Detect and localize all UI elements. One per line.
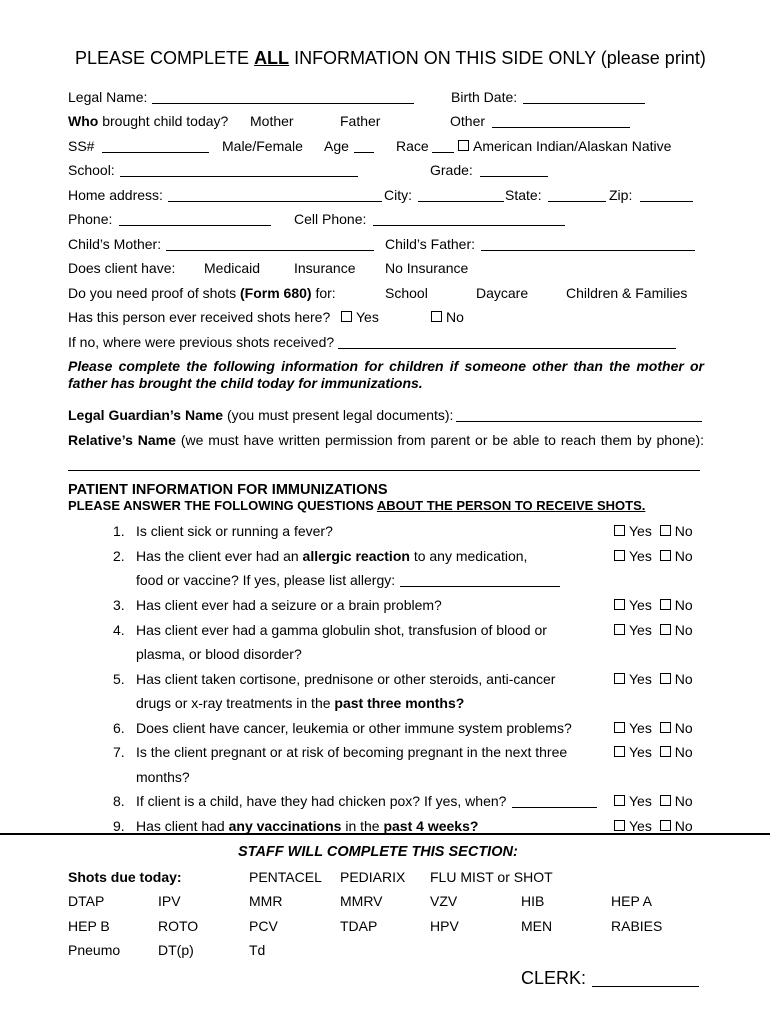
question-1: Is client sick or running a fever? xyxy=(136,523,333,539)
shot-tdap[interactable]: TDAP xyxy=(340,918,378,934)
received-here-label: Has this person ever received shots here? xyxy=(68,309,331,325)
question-8-number: 8. xyxy=(113,793,125,809)
chicken-pox-when-field[interactable] xyxy=(512,795,597,808)
legal-name-field[interactable] xyxy=(152,91,414,104)
checkbox-icon[interactable] xyxy=(458,140,469,151)
cell-phone-field[interactable] xyxy=(373,213,565,226)
mother-option[interactable]: Mother xyxy=(250,113,294,129)
checkbox-icon[interactable] xyxy=(614,722,625,733)
other-field[interactable] xyxy=(492,115,630,128)
legal-name-label: Legal Name: xyxy=(68,89,148,105)
question-5-answer[interactable]: Yes No xyxy=(614,671,693,687)
state-field[interactable] xyxy=(548,189,606,202)
shot-dtap[interactable]: DTAP xyxy=(68,893,105,909)
question-4: Has client ever had a gamma globulin shot, transfusion of blood or xyxy=(136,622,547,638)
checkbox-icon[interactable] xyxy=(614,550,625,561)
age-field[interactable] xyxy=(354,140,374,153)
checkbox-icon[interactable] xyxy=(660,722,671,733)
american-indian-option[interactable]: American Indian/Alaskan Native xyxy=(458,138,671,154)
no-insurance-option[interactable]: No Insurance xyxy=(385,260,469,276)
question-7-answer[interactable]: Yes No xyxy=(614,744,693,760)
checkbox-icon[interactable] xyxy=(614,820,625,831)
medicaid-option[interactable]: Medicaid xyxy=(204,260,261,276)
shot-pentacel[interactable]: PENTACEL xyxy=(249,869,322,885)
checkbox-icon[interactable] xyxy=(614,599,625,610)
question-2: Has the client ever had an allergic reaction to any medication, xyxy=(136,548,528,564)
question-9-number: 9. xyxy=(113,818,125,834)
shot-hepb[interactable]: HEP B xyxy=(68,918,110,934)
shot-roto[interactable]: ROTO xyxy=(158,918,199,934)
shot-men[interactable]: MEN xyxy=(521,918,553,934)
legal-guardian-label: Legal Guardian’s Name (you must present legal documents): xyxy=(68,407,454,423)
checkbox-icon[interactable] xyxy=(660,746,671,757)
phone-field[interactable] xyxy=(119,213,271,226)
checkbox-icon[interactable] xyxy=(614,746,625,757)
birth-date-field[interactable] xyxy=(523,91,645,104)
checkbox-icon[interactable] xyxy=(660,525,671,536)
checkbox-icon[interactable] xyxy=(614,525,625,536)
other-option[interactable]: Other xyxy=(450,113,486,129)
checkbox-icon[interactable] xyxy=(660,820,671,831)
section-divider xyxy=(0,833,770,835)
shot-mmrv[interactable]: MMRV xyxy=(340,893,383,909)
ss-field[interactable] xyxy=(102,140,209,153)
proof-daycare-option[interactable]: Daycare xyxy=(476,285,529,301)
male-female-option[interactable]: Male/Female xyxy=(222,138,303,154)
shot-mmr[interactable]: MMR xyxy=(249,893,283,909)
shot-rabies[interactable]: RABIES xyxy=(611,918,663,934)
shot-vzv[interactable]: VZV xyxy=(430,893,458,909)
checkbox-icon[interactable] xyxy=(341,311,352,322)
question-6: Does client have cancer, leukemia or other immune system problems? xyxy=(136,720,572,736)
relative-label: Relative’s Name (we must have written permission from parent or be able to reach them by phone): xyxy=(68,432,704,448)
previous-shots-label: If no, where were previous shots received? xyxy=(68,334,335,350)
question-3: Has client ever had a seizure or a brain problem? xyxy=(136,597,442,613)
question-6-answer[interactable]: Yes No xyxy=(614,720,693,736)
proof-of-shots-label: Do you need proof of shots (Form 680) for: xyxy=(68,285,336,301)
shot-hpv[interactable]: HPV xyxy=(430,918,459,934)
checkbox-icon[interactable] xyxy=(614,795,625,806)
received-yes-option[interactable]: Yes xyxy=(341,309,379,325)
question-3-answer[interactable]: Yes No xyxy=(614,597,693,613)
childs-father-field[interactable] xyxy=(481,238,695,251)
checkbox-icon[interactable] xyxy=(660,624,671,635)
cell-phone-label: Cell Phone: xyxy=(294,211,367,227)
proof-school-option[interactable]: School xyxy=(385,285,428,301)
question-2-continued: food or vaccine? If yes, please list allergy: xyxy=(136,572,396,588)
relative-field[interactable] xyxy=(68,470,700,471)
race-label: Race xyxy=(396,138,429,154)
shots-due-label: Shots due today: xyxy=(68,869,182,885)
question-2-answer[interactable]: Yes No xyxy=(614,548,693,564)
clerk-field[interactable] xyxy=(592,971,699,987)
childs-mother-field[interactable] xyxy=(166,238,374,251)
question-6-number: 6. xyxy=(113,720,125,736)
state-label: State: xyxy=(505,187,542,203)
home-address-label: Home address: xyxy=(68,187,163,203)
home-address-field[interactable] xyxy=(168,189,382,202)
shot-flu[interactable]: FLU MIST or SHOT xyxy=(430,869,553,885)
insurance-option[interactable]: Insurance xyxy=(294,260,356,276)
guardian-instruction: Please complete the following information for children if someone other than the mother or father has brought the child today for immunizations. xyxy=(68,358,704,391)
checkbox-icon[interactable] xyxy=(660,550,671,561)
question-7: Is the client pregnant or at risk of becoming pregnant in the next three xyxy=(136,744,568,760)
checkbox-icon[interactable] xyxy=(660,795,671,806)
checkbox-icon[interactable] xyxy=(660,599,671,610)
zip-label: Zip: xyxy=(609,187,633,203)
school-label: School: xyxy=(68,162,115,178)
immunization-subheading: PLEASE ANSWER THE FOLLOWING QUESTIONS ABOUT THE PERSON TO RECEIVE SHOTS. xyxy=(68,498,646,513)
checkbox-icon[interactable] xyxy=(660,673,671,684)
question-3-number: 3. xyxy=(113,597,125,613)
question-9: Has client had any vaccinations in the past 4 weeks? xyxy=(136,818,479,834)
does-client-have-label: Does client have: xyxy=(68,260,176,276)
checkbox-icon[interactable] xyxy=(614,624,625,635)
question-8-answer[interactable]: Yes No xyxy=(614,793,693,809)
childs-father-label: Child’s Father: xyxy=(385,236,476,252)
zip-field[interactable] xyxy=(640,189,693,202)
question-7-continued: months? xyxy=(136,769,190,785)
father-option[interactable]: Father xyxy=(340,113,381,129)
phone-label: Phone: xyxy=(68,211,113,227)
school-field[interactable] xyxy=(120,164,358,177)
received-no-option[interactable]: No xyxy=(431,309,464,325)
race-field[interactable] xyxy=(432,140,454,153)
shot-td[interactable]: Td xyxy=(249,942,266,958)
page-title: PLEASE COMPLETE ALL INFORMATION ON THIS SIDE ONLY (please print) xyxy=(75,48,706,68)
question-5-number: 5. xyxy=(113,671,125,687)
question-2-number: 2. xyxy=(113,548,125,564)
shot-hib[interactable]: HIB xyxy=(521,893,545,909)
shot-hepa[interactable]: HEP A xyxy=(611,893,652,909)
question-4-continued: plasma, or blood disorder? xyxy=(136,646,302,662)
allergy-field[interactable] xyxy=(400,574,560,587)
question-1-answer[interactable]: Yes No xyxy=(614,523,693,539)
legal-guardian-field[interactable] xyxy=(456,409,702,422)
city-label: City: xyxy=(384,187,412,203)
birth-date-label: Birth Date: xyxy=(451,89,518,105)
staff-section-heading: STAFF WILL COMPLETE THIS SECTION: xyxy=(238,844,518,860)
question-1-number: 1. xyxy=(113,523,125,539)
question-7-number: 7. xyxy=(113,744,125,760)
grade-label: Grade: xyxy=(430,162,473,178)
childs-mother-label: Child’s Mother: xyxy=(68,236,162,252)
question-5: Has client taken cortisone, prednisone or other steroids, anti-cancer xyxy=(136,671,556,687)
shot-pneumo[interactable]: Pneumo xyxy=(68,942,121,958)
question-9-answer[interactable]: Yes No xyxy=(614,818,693,834)
who-brought-label: Who brought child today? xyxy=(68,113,229,129)
question-4-answer[interactable]: Yes No xyxy=(614,622,693,638)
shot-dtp[interactable]: DT(p) xyxy=(158,942,194,958)
grade-field[interactable] xyxy=(480,164,548,177)
ss-label: SS# xyxy=(68,138,95,154)
proof-children-families-option[interactable]: Children & Families xyxy=(566,285,688,301)
age-label: Age xyxy=(324,138,349,154)
shot-ipv[interactable]: IPV xyxy=(158,893,181,909)
checkbox-icon[interactable] xyxy=(614,673,625,684)
question-5-continued: drugs or x-ray treatments in the past three months? xyxy=(136,695,465,711)
clerk-label: CLERK: xyxy=(521,968,587,988)
question-4-number: 4. xyxy=(113,622,125,638)
city-field[interactable] xyxy=(418,189,504,202)
question-8: If client is a child, have they had chicken pox? If yes, when? xyxy=(136,793,507,809)
immunization-heading: PATIENT INFORMATION FOR IMMUNIZATIONS xyxy=(68,482,388,498)
shot-pediarix[interactable]: PEDIARIX xyxy=(340,869,406,885)
checkbox-icon[interactable] xyxy=(431,311,442,322)
shot-pcv[interactable]: PCV xyxy=(249,918,278,934)
previous-shots-field[interactable] xyxy=(338,336,676,349)
